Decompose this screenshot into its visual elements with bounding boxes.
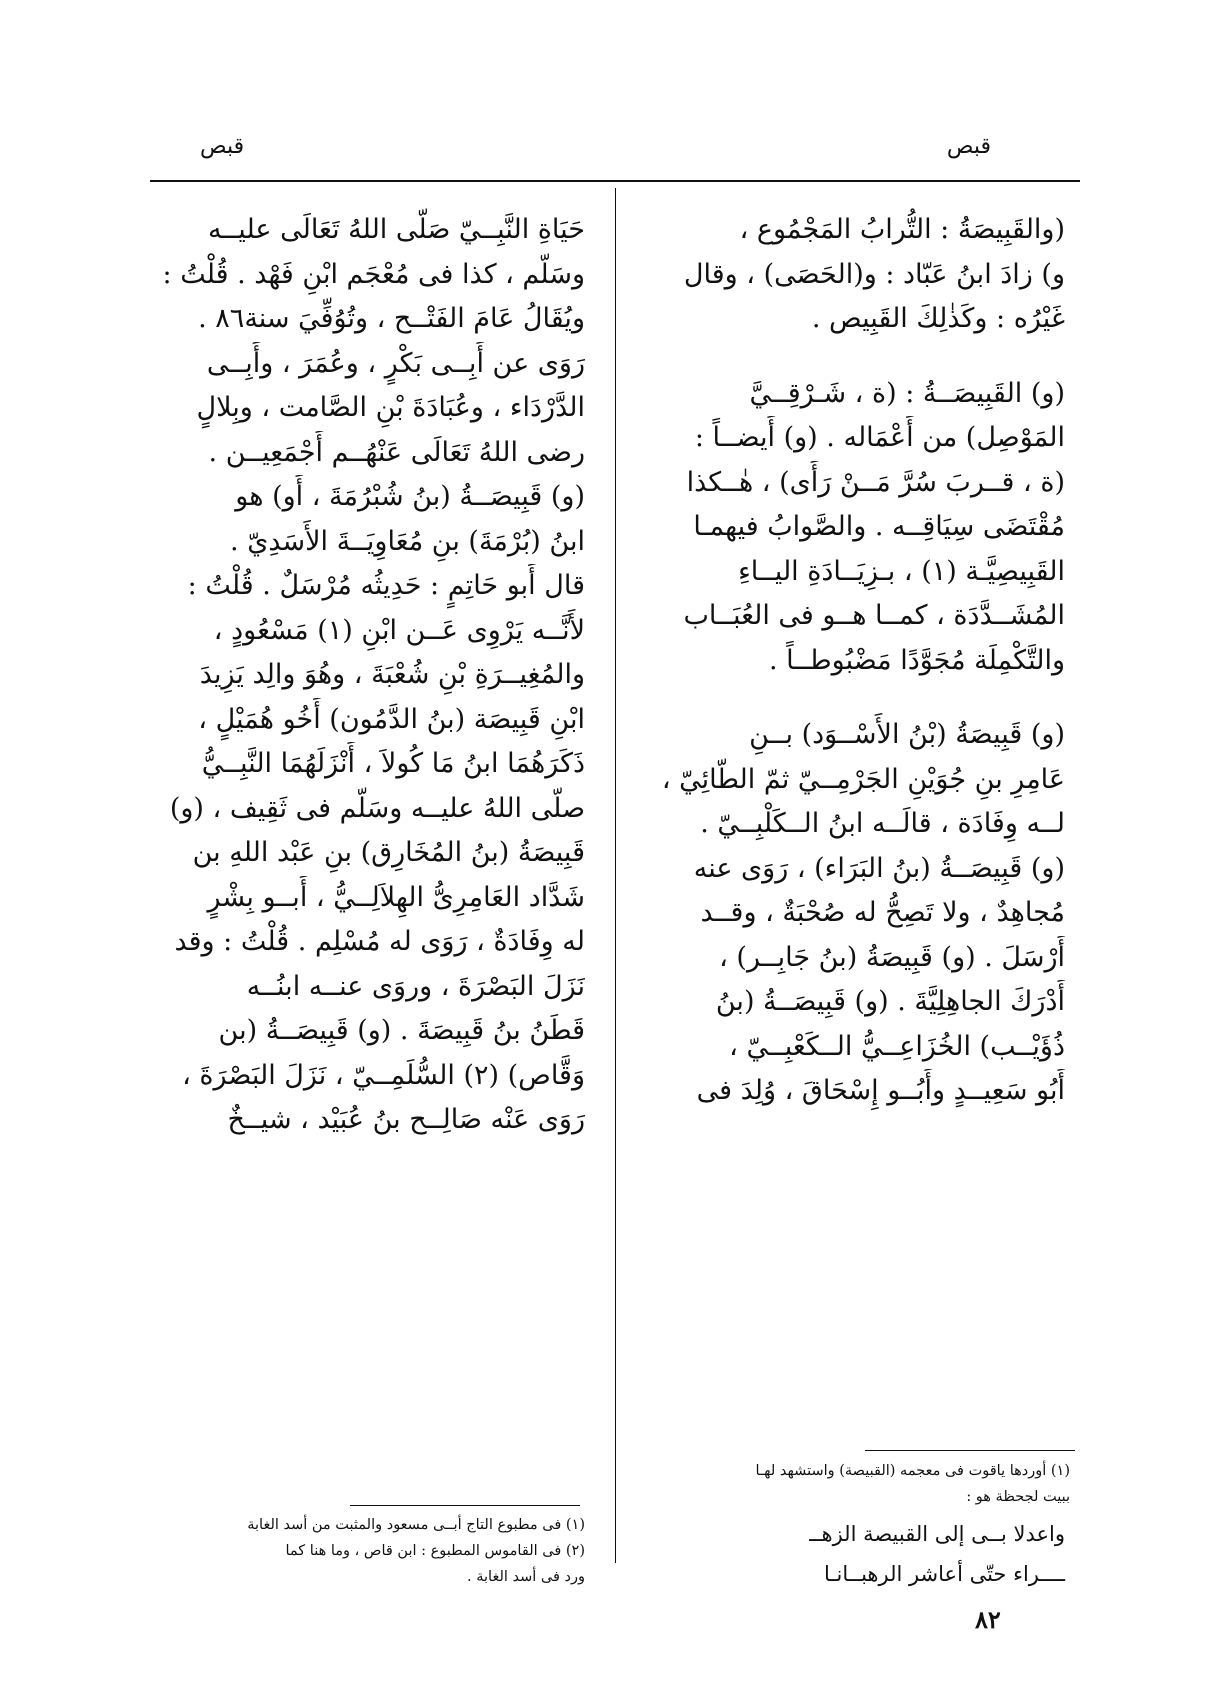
- column-divider: [615, 188, 616, 1563]
- footnote-2-continuation: ورد فى أسد الغابة .: [467, 1569, 585, 1585]
- text-line: أَدْرَكَ الجاهِلِيَّةَ . (و) قَبِيصَــةُ (بنُ: [715, 986, 1065, 1017]
- footnote-1: (١) فى مطبوع التاج أبــى مسعود والمثبت من أسد الغابة: [247, 1517, 585, 1533]
- text-line: الدَّرْدَاء ، وعُبَادَةَ بْنِ الصَّامت ، وبِلالٍ: [196, 392, 585, 423]
- text-line: ذُؤَيْــب) الخُزَاعِــيُّ الــكَعْبِــيّ ،: [729, 1030, 1065, 1062]
- text-line: أَبُو سَعِيــدٍ وأَبُــو إِسْحَاقَ ، وُلِدَ فى: [696, 1075, 1065, 1106]
- text-line: (و) قَبِيصَــةُ (بنُ شُبْرُمَةَ ، أَو) هو: [235, 481, 585, 512]
- text-line: والتَّكْمِلَة مُجَوَّدًا مَضْبُوطــاً .: [768, 644, 1065, 676]
- text-line: صلَّى اللهُ عليــه وسَلَّم فى ثَقِيف ، (و): [169, 792, 585, 824]
- footnote-1-continuation: ببيت لجحظة هو :: [966, 1489, 1070, 1505]
- footnote-1: (١) أوردها ياقوت فى معجمه (القبيصة) واستشهد لهـا: [755, 1463, 1070, 1479]
- verse-line-2: ــــراء حتّى أعاشر الرهبــانـا: [823, 1562, 1065, 1586]
- text-line: حَيَاةِ النَّبِــيّ صَلَّى اللهُ تَعَالَى عليــه: [208, 214, 585, 245]
- paragraph-gap: [650, 683, 1065, 713]
- text-line: مُقْتَضَى سِيَاقِــه . والصَّوابُ فيهمـا: [693, 511, 1065, 542]
- running-header-left: قبص: [200, 134, 245, 159]
- text-line: (والقَبِيصَةُ : التُّرابُ المَجْمُوع ،: [739, 214, 1065, 245]
- text-line: لأَنَّــه يَرْوِى عَــن ابْنِ (١) مَسْعُودٍ ،: [213, 614, 585, 646]
- text-line: شَدَّاد العَامِرِىُّ الهِلاَلِــيُّ ، أَبــو بِشْرٍ: [207, 881, 585, 913]
- text-line: نَزَلَ البَصْرَةَ ، وروَى عنــه ابنُــه: [246, 970, 585, 1002]
- text-line: (و) قَبِيصَةُ (بْنُ الأَسْــوَد) بــنِ: [749, 719, 1065, 750]
- text-line: لــه وِفَادَة ، قالَــه ابنُ الــكَلْبِــيّ .: [700, 808, 1065, 839]
- paragraph-gap: [650, 342, 1065, 372]
- text-line: وسَلَّم ، كذا فى مُعْجَم ابْنِ فَهْد . قُلْتُ :: [162, 258, 585, 290]
- text-line: و) زادَ ابنُ عَبّاد : و(الحَصَى) ، وقال: [683, 258, 1065, 290]
- text-line: رَوَى عَنْه صَالِــح بنُ عُبَيْد ، شيــخٌ: [227, 1104, 585, 1135]
- left-column: [140, 208, 585, 1143]
- text-line: رضى اللهُ تَعَالَى عَنْهُــم أَجْمَعِيــن .: [208, 436, 585, 468]
- text-line: المَوْصِل) من أَعْمَاله . (و) أَيضــاً :: [694, 422, 1065, 453]
- text-line: قال أَبو حَاتِمٍ : حَدِيثُه مُرْسَلٌ . قُلْتُ :: [187, 570, 585, 601]
- page-number: ٨٢: [975, 1605, 1001, 1634]
- text-line: مُجاهِدٌ ، ولا تَصِحُّ له صُحْبَةٌ ، وقــد: [700, 897, 1065, 928]
- text-line: غَيْرُه : وكَذٰلِكَ القَبِيص .: [811, 303, 1065, 334]
- text-line: ويُقَالُ عَامَ الفَتْــح ، وتُوُفِّيَ سنة٨٦ .: [198, 303, 585, 334]
- verse-line-1: واعدلا بــى إلى القبيصة الزهــ: [809, 1522, 1065, 1546]
- header-rule: [150, 180, 1080, 182]
- text-line: (و) القَبِيصَــةُ : (ة ، شَـرْقِــيَّ: [749, 377, 1065, 409]
- text-line: أَرْسَلَ . (و) قَبِيصَةُ (بنُ جَابِــر) ،: [719, 941, 1065, 973]
- text-line: المُشَــدَّدَة ، كمــا هــو فى العُبَــاب: [683, 600, 1065, 631]
- text-line: رَوَى عن أَبِــى بَكْرٍ ، وعُمَرَ ، وأَبِــى: [206, 347, 585, 379]
- running-header-right: قبص: [946, 134, 991, 159]
- text-line: القَبِيصِيَّـة (١) ، بـزِيَــادَةِ اليــاءِ: [738, 555, 1065, 587]
- text-line: والمُغِيــرَةِ بْنِ شُعْبَةَ ، وهُوَ والِد يَزِيدَ: [199, 659, 585, 690]
- text-line: قَبِيصَةُ (بنُ المُخَارِق) بنِ عَبْد اللهِ بن: [192, 837, 585, 868]
- text-line: له وِفَادَةٌ ، رَوَى له مُسْلِم . قُلْتُ : وقد: [174, 926, 585, 957]
- footnote-rule-left: [350, 1505, 580, 1506]
- text-line: (ة ، قــربَ سُرَّ مَــنْ رَأَى) ، هٰــكذا: [686, 466, 1065, 498]
- text-line: ابنُ (بُرْمَةَ) بنِ مُعَاوِيَــةَ الأَسَدِيّ .: [230, 525, 585, 557]
- text-line: قَطَنُ بنُ قَبِيصَةَ . (و) قَبِيصَــةُ (بن: [218, 1015, 585, 1046]
- text-line: (و) قَبِيصَــةُ (بنُ البَرَاء) ، رَوَى عنه: [693, 852, 1065, 884]
- footnote-2: (٢) فى القاموس المطبوع : ابن قاص ، وما هنا كما: [285, 1543, 585, 1559]
- footnotes-right: [650, 1458, 1070, 1510]
- right-column: [650, 208, 1065, 1114]
- text-line: ابْنِ قَبِيصَة (بنُ الدَّمُون) أَخُو هُمَيْلٍ ،: [198, 703, 585, 735]
- text-line: وَقَّاص) (٢) السُّلَمِــيّ ، نَزَلَ البَصْرَةَ ،: [182, 1059, 585, 1091]
- footnote-rule-right: [865, 1450, 1075, 1451]
- text-line: عَامِرِ بنِ جُوَيْنِ الجَرْمِــيّ ثمّ الطَّائِيّ ،: [661, 763, 1065, 795]
- footnotes-left: [140, 1512, 585, 1590]
- text-line: ذَكَرَهُمَا ابنُ مَا كُولاَ ، أَنْزَلَهُمَا النَّبِــيُّ: [201, 748, 585, 779]
